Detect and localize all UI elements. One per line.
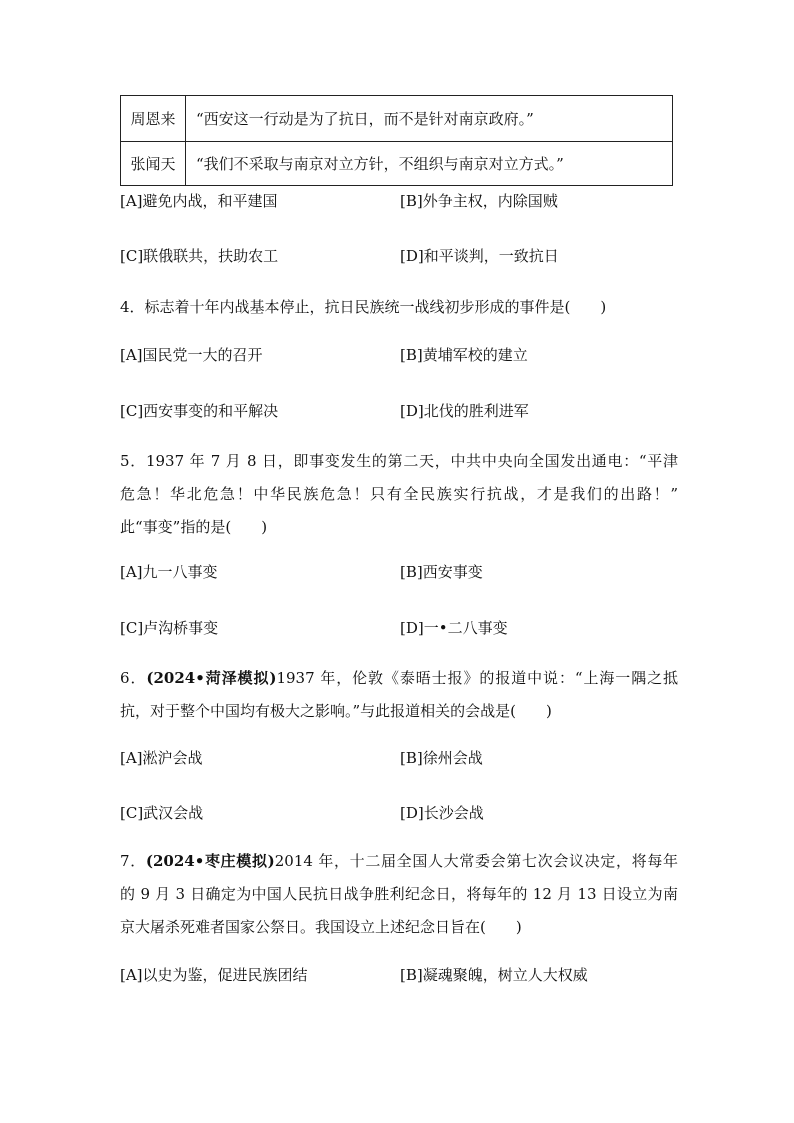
q5-option-c[interactable]: [C]卢沟桥事变: [120, 619, 219, 637]
q7-stem-line: 的 9 月 3 日确定为中国人民抗日战争胜利纪念日，将每年的 12 月 13 日设立为南: [120, 885, 678, 903]
q7-stem: [120, 845, 678, 944]
q5-stem-line: 此“事变”指的是( ): [120, 518, 268, 536]
table-row: [121, 142, 673, 186]
q7-stem-line: 京大屠杀死难者国家公祭日。我国设立上述纪念日旨在( ): [120, 918, 522, 936]
q7-source: (2024•枣庄模拟): [145, 852, 275, 870]
q5-option-a[interactable]: [A]九一八事变: [120, 563, 218, 581]
speaker-name: 张闻天: [121, 142, 186, 186]
q4-stem: [120, 291, 678, 324]
q4-option-c[interactable]: [C]西安事变的和平解决: [120, 402, 279, 420]
speaker-name: 周恩来: [121, 96, 186, 142]
q3-option-a[interactable]: [A]避免内战，和平建国: [120, 192, 278, 210]
q4-option-a[interactable]: [A]国民党一大的召开: [120, 346, 263, 364]
q7-stem-text: 2014 年，十二届全国人大常委会第七次会议决定，将每年: [274, 852, 678, 870]
q7-option-a[interactable]: [A]以史为鉴，促进民族团结: [120, 966, 308, 984]
q6-source: (2024•菏泽模拟): [146, 669, 277, 687]
q7-option-b[interactable]: [B]凝魂聚魄，树立人大权威: [400, 966, 588, 984]
q7-number: 7．: [120, 852, 146, 870]
q5-stem: [120, 445, 678, 544]
q5-option-b[interactable]: [B]西安事变: [400, 563, 483, 581]
speaker-quote: “我们不采取与南京对立方针，不组织与南京对立方式。”: [186, 142, 673, 186]
q6-stem: [120, 662, 678, 728]
q3-option-d[interactable]: [D]和平谈判，一致抗日: [400, 247, 559, 265]
q6-option-c[interactable]: [C]武汉会战: [120, 804, 204, 822]
q4-option-d[interactable]: [D]北伐的胜利进军: [400, 402, 529, 420]
q6-stem-line: [120, 662, 678, 695]
q3-option-c[interactable]: [C]联俄联共，扶助农工: [120, 247, 279, 265]
q6-stem-text: 1937 年，伦敦《泰晤士报》的报道中说：“上海一隅之抵: [276, 669, 679, 687]
q6-option-b[interactable]: [B]徐州会战: [400, 749, 483, 767]
q5-stem-line: 5．1937 年 7 月 8 日，即事变发生的第二天，中共中央向全国发出通电：“平津: [120, 452, 678, 470]
q7-stem-line: [120, 845, 678, 878]
q6-number: 6．: [120, 669, 147, 687]
q6-stem-line: 抗，对于整个中国均有极大之影响。”与此报道相关的会战是( ): [120, 702, 552, 720]
q6-option-a[interactable]: [A]淞沪会战: [120, 749, 203, 767]
q6-option-d[interactable]: [D]长沙会战: [400, 804, 484, 822]
q4-option-b[interactable]: [B]黄埔军校的建立: [400, 346, 528, 364]
table-row: [121, 96, 673, 142]
q5-option-d[interactable]: [D]一•二八事变: [400, 619, 508, 637]
q3-option-b[interactable]: [B]外争主权，内除国贼: [400, 192, 558, 210]
speaker-quote: “西安这一行动是为了抗日，而不是针对南京政府。”: [186, 96, 673, 142]
quote-table: [120, 95, 673, 186]
q4-stem-text: 4．标志着十年内战基本停止，抗日民族统一战线初步形成的事件是( ): [120, 298, 607, 316]
q5-stem-line: 危急！华北危急！中华民族危急！只有全民族实行抗战，才是我们的出路！”: [120, 485, 678, 503]
